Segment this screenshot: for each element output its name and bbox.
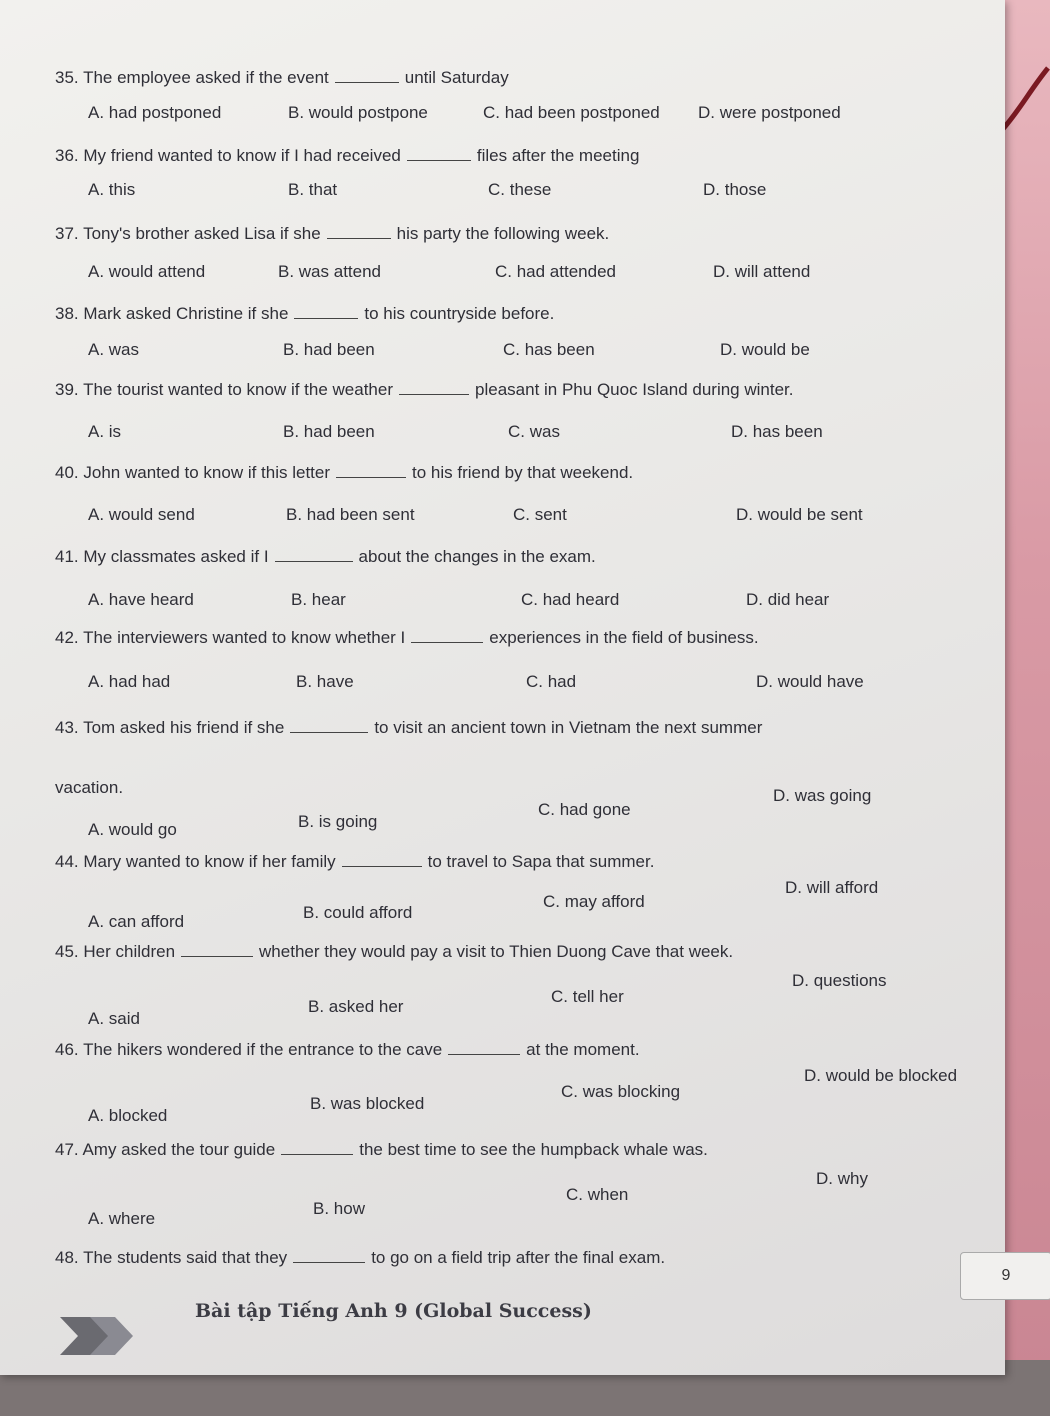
option-d: D. questions xyxy=(792,971,887,990)
answer-blank xyxy=(290,732,368,733)
question-39: 39. The tourist wanted to know if the weather pleasant in Phu Quoc Island during winter. xyxy=(55,380,794,399)
option-c: C. had been postponed xyxy=(483,103,660,122)
book-title: Bài tập Tiếng Anh 9 (Global Success) xyxy=(195,1300,592,1322)
answer-blank xyxy=(293,1262,365,1263)
question-47: 47. Amy asked the tour guide the best time to see the humpback whale was. xyxy=(55,1140,708,1159)
option-a: A. blocked xyxy=(88,1106,168,1125)
answer-blank xyxy=(407,160,471,161)
option-c: C. had gone xyxy=(538,800,631,819)
option-a: A. said xyxy=(88,1009,140,1028)
option-d: D. would be sent xyxy=(736,505,863,524)
options-44 xyxy=(88,878,968,931)
options-45 xyxy=(88,971,968,1028)
option-b: B. would postpone xyxy=(288,103,428,122)
option-a: A. is xyxy=(88,422,122,441)
option-c: C. was blocking xyxy=(561,1082,681,1101)
option-b: B. was attend xyxy=(278,262,382,281)
question-44: 44. Mary wanted to know if her family to travel to Sapa that summer. xyxy=(55,852,655,871)
options-47 xyxy=(88,1169,968,1228)
option-b: B. that xyxy=(288,180,338,199)
answer-blank xyxy=(448,1054,520,1055)
options-37 xyxy=(88,262,968,288)
option-b: B. hear xyxy=(291,590,346,609)
option-c: C. has been xyxy=(503,340,595,359)
option-d: D. those xyxy=(703,180,767,199)
question-38: 38. Mark asked Christine if she to his countryside before. xyxy=(55,304,555,323)
option-b: B. had been xyxy=(283,422,375,441)
option-b: B. have xyxy=(296,672,354,691)
option-a: A. have heard xyxy=(88,590,194,609)
question-41: 41. My classmates asked if I about the changes in the exam. xyxy=(55,547,596,566)
answer-blank xyxy=(336,477,406,478)
answer-blank xyxy=(411,642,483,643)
answer-blank xyxy=(399,394,469,395)
option-c: C. tell her xyxy=(551,987,624,1006)
option-d: D. was going xyxy=(773,786,872,805)
option-c: C. may afford xyxy=(543,892,645,911)
option-a: A. can afford xyxy=(88,912,185,931)
options-42 xyxy=(88,672,968,698)
option-d: D. would be xyxy=(720,340,810,359)
options-36 xyxy=(88,180,968,206)
question-35: 35. The employee asked if the event until Saturday xyxy=(55,68,509,87)
option-a: A. would go xyxy=(88,820,177,839)
question-40: 40. John wanted to know if this letter to his friend by that weekend. xyxy=(55,463,634,482)
option-c: C. had attended xyxy=(495,262,616,281)
option-b: B. could afford xyxy=(303,903,413,922)
option-b: B. was blocked xyxy=(310,1094,425,1113)
option-c: C. was xyxy=(508,422,560,441)
options-38 xyxy=(88,340,968,366)
answer-blank xyxy=(327,238,391,239)
option-c: C. had xyxy=(526,672,577,691)
answer-blank xyxy=(335,82,399,83)
option-b: B. had been xyxy=(283,340,375,359)
options-41 xyxy=(88,590,968,616)
question-48: 48. The students said that they to go on a field trip after the final exam. xyxy=(55,1248,666,1267)
question-43-continuation: vacation. xyxy=(55,778,124,797)
options-40 xyxy=(88,505,968,531)
option-a: A. would send xyxy=(88,505,195,524)
option-c: C. sent xyxy=(513,505,567,524)
option-a: A. had postponed xyxy=(88,103,222,122)
answer-blank xyxy=(181,956,253,957)
option-a: A. would attend xyxy=(88,262,206,281)
options-43 xyxy=(88,786,968,839)
footer-chevron-icon xyxy=(60,1315,140,1357)
option-c: C. these xyxy=(488,180,552,199)
option-b: B. is going xyxy=(298,812,378,831)
page-number: 9 xyxy=(960,1252,1050,1300)
option-d: D. will afford xyxy=(785,878,879,897)
question-42: 42. The interviewers wanted to know whether I experiences in the field of business. xyxy=(55,628,759,647)
option-d: D. did hear xyxy=(746,590,830,609)
question-46: 46. The hikers wondered if the entrance to the cave at the moment. xyxy=(55,1040,640,1059)
answer-blank xyxy=(281,1154,353,1155)
option-b: B. how xyxy=(313,1199,365,1218)
option-d: D. would be blocked xyxy=(804,1066,958,1085)
options-39 xyxy=(88,422,968,448)
option-a: A. had had xyxy=(88,672,171,691)
option-b: B. asked her xyxy=(308,997,404,1016)
option-b: B. had been sent xyxy=(286,505,415,524)
option-d: D. were postponed xyxy=(698,103,841,122)
question-37: 37. Tony's brother asked Lisa if she his party the following week. xyxy=(55,224,610,243)
options-35 xyxy=(88,103,968,129)
question-43: 43. Tom asked his friend if she to visit an ancient town in Vietnam the next summer xyxy=(55,718,763,737)
option-d: D. will attend xyxy=(713,262,811,281)
answer-blank xyxy=(275,561,353,562)
option-c: C. when xyxy=(566,1185,629,1204)
option-a: A. this xyxy=(88,180,136,199)
option-d: D. why xyxy=(816,1169,868,1188)
option-c: C. had heard xyxy=(521,590,620,609)
option-d: D. would have xyxy=(756,672,864,691)
question-36: 36. My friend wanted to know if I had received files after the meeting xyxy=(55,146,640,165)
question-45: 45. Her children whether they would pay a visit to Thien Duong Cave that week. xyxy=(55,942,734,961)
option-a: A. where xyxy=(88,1209,156,1228)
answer-blank xyxy=(294,318,358,319)
red-mark-decoration xyxy=(1000,60,1050,150)
option-d: D. has been xyxy=(731,422,823,441)
answer-blank xyxy=(342,866,422,867)
option-a: A. was xyxy=(88,340,140,359)
options-46 xyxy=(88,1066,968,1125)
